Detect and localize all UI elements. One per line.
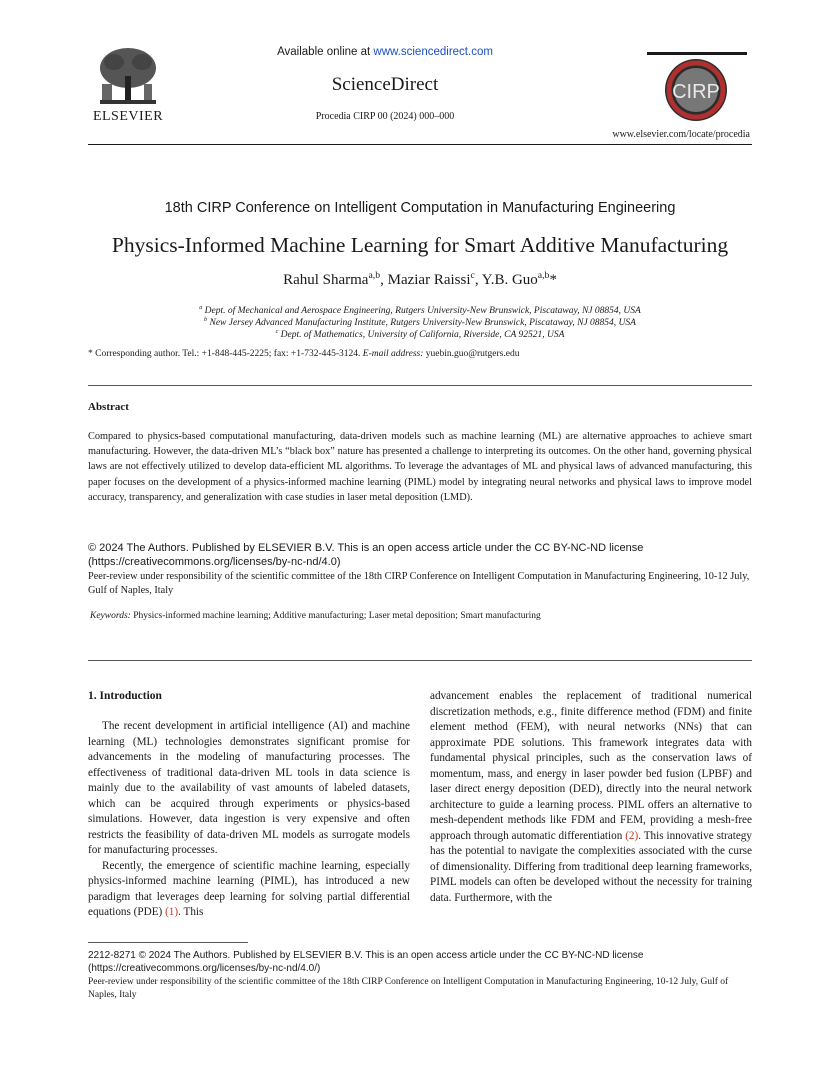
sciencedirect-link[interactable]: www.sciencedirect.com xyxy=(373,46,493,58)
abstract-bottom-rule xyxy=(88,660,752,661)
corresponding-info: * Corresponding author. Tel.: +1-848-445-2225; fax: +1-732-445-3124. xyxy=(88,349,361,359)
citation-link[interactable]: (1) xyxy=(165,906,179,918)
paragraph-text: Recently, the emergence of scientific machine learning, especially physics-informed machine learning (PIML), has introduced a new paradigm that leverages deep learning for solving partial differential equations (PDE) xyxy=(88,859,410,918)
paragraph xyxy=(88,859,410,921)
author-separator: , xyxy=(380,272,388,288)
journal-reference: Procedia CIRP 00 (2024) 000–000 xyxy=(315,111,455,122)
keywords-text: Physics-informed machine learning; Additive manufacturing; Laser metal deposition; Smart manufacturing xyxy=(133,611,541,621)
author-name: Maziar Raissi xyxy=(387,272,471,288)
affiliation-b xyxy=(88,318,752,328)
paragraph: The recent development in artificial intelligence (AI) and machine learning (ML) technologies demonstrates significant promise for advancements in the modeling of manufacturing processes. The effectiveness of traditional data-driven ML tools in data science is mainly due to the availability of vast amounts of labeled datasets, which can be acquired through experiments or physics-based simulations. However, data ingestion is very expensive and often restricts the feasibility of data-driven ML models as surrogate models for manufacturing processes. xyxy=(88,720,410,856)
keywords-label: Keywords: xyxy=(90,611,131,621)
affiliation-sup: c xyxy=(275,328,279,335)
affiliation-a xyxy=(88,306,752,316)
footnote-rule xyxy=(88,942,248,943)
abstract-top-rule xyxy=(88,385,752,386)
author-list xyxy=(88,272,752,289)
body-column-right xyxy=(430,689,752,906)
journal-homepage[interactable]: www.elsevier.com/locate/procedia xyxy=(612,129,750,140)
available-online xyxy=(220,46,550,58)
svg-text:CIRP: CIRP xyxy=(672,81,720,103)
body-column-left xyxy=(88,719,410,921)
author-name: Y.B. Guo xyxy=(481,272,538,288)
footer-peer-review: Peer-review under responsibility of the scientific committee of the 18th CIRP Conference on Intelligent Computation in Manufacturing Engineering, 10-12 July, Gulf of Naples, Italy xyxy=(88,977,729,1000)
paragraph-text: . This innovative strategy has the potential to navigate the complexities associated with the curse of dimensionality. Differing from traditional deep learning frameworks, PIML models can often be developed without the necessity for training data. Furthermore, with the xyxy=(430,829,752,904)
license-statement: © 2024 The Authors. Published by ELSEVIER B.V. This is an open access article under the CC BY-NC-ND license (https://creativecommons.org/licenses/by-nc-nd/4.0) xyxy=(88,542,644,568)
author-name: Rahul Sharma xyxy=(283,272,369,288)
author-affil-sup: a,b xyxy=(537,270,550,281)
affiliation-c xyxy=(88,330,752,340)
paragraph xyxy=(430,689,752,906)
keywords xyxy=(90,611,754,621)
author-affil-sup: c xyxy=(470,270,475,281)
citation-link[interactable]: (2) xyxy=(625,829,639,842)
paper-title: Physics-Informed Machine Learning for Smart Additive Manufacturing xyxy=(111,233,729,257)
peer-review-statement: Peer-review under responsibility of the scientific committee of the 18th CIRP Conference on Intelligent Computation in Manufacturing Engineering, 10-12 July, Gulf of Naples, Italy xyxy=(88,571,750,596)
sciencedirect-wordmark: ScienceDirect xyxy=(331,74,439,95)
affiliation-sup: a xyxy=(199,304,203,311)
corresponding-author xyxy=(88,349,752,359)
header-divider xyxy=(88,144,752,145)
affiliation-text: Dept. of Mathematics, University of California, Riverside, CA 92521, USA xyxy=(280,330,565,340)
affiliation-text: New Jersey Advanced Manufacturing Institute, Rutgers University-New Brunswick, Piscataway, NJ 08854, USA xyxy=(209,318,636,328)
author-affil-sup: a,b xyxy=(368,270,381,281)
email-address[interactable]: yuebin.guo@rutgers.edu xyxy=(425,349,520,359)
author-separator: , xyxy=(474,272,482,288)
available-online-prefix: Available online at xyxy=(277,46,374,58)
author-separator: * xyxy=(549,272,557,288)
paragraph-text: advancement enables the replacement of traditional numerical discretization methods, e.g., finite difference method (FDM) and finite element method (FEM), with neural networks (NNs) that can approximate PDE solutions. This framework integrates data with fundamental physical principles, such as the conservation laws of momentum, mass, and energy in laser powder bed fusion (LPBF) and laser direct energy deposition (DED), directly into the neural network architecture to guide a learning process. PIML offers an alternative to mesh-dependent methods like FDM and FEM, providing a mesh-free approach through automatic differentiation xyxy=(430,690,752,842)
abstract-text: Compared to physics-based computational manufacturing, data-driven models such as machine learning (ML) are alternative approaches to achieve smart manufacturing. However, the data-driven ML’s “black box” nature has presented a challenge to interpreting its outcomes. On the other hand, governing physical laws are not effectively utilized to develop data-efficient ML algorithms. To leverage the advantages of ML and physical laws of advanced manufacturing, this paper focuses on the development of a physics-informed machine learning (PIML) model by integrating neural networks and physical laws to improve model accuracy, transparency, and generalization with case studies in laser metal deposition (LMD). xyxy=(88,431,752,503)
conference-name: 18th CIRP Conference on Intelligent Computation in Manufacturing Engineering xyxy=(164,200,676,216)
paragraph-text: . This xyxy=(178,906,204,918)
affiliation-text: Dept. of Mechanical and Aerospace Engineering, Rutgers University-New Brunswick, Piscataway, NJ 08854, USA xyxy=(204,306,641,316)
abstract-heading: Abstract xyxy=(88,401,129,413)
section-heading-introduction: 1. Introduction xyxy=(88,690,162,702)
footer-license: 2212-8271 © 2024 The Authors. Published by ELSEVIER B.V. This is an open access article under the CC BY-NC-ND license (https://creativecommons.org/licenses/by-nc-nd/4.0/) xyxy=(88,950,644,974)
affiliation-sup: b xyxy=(204,316,208,323)
email-label: E-mail address: xyxy=(362,349,424,359)
cirp-logo xyxy=(664,58,728,122)
elsevier-wordmark: ELSEVIER xyxy=(92,109,164,124)
